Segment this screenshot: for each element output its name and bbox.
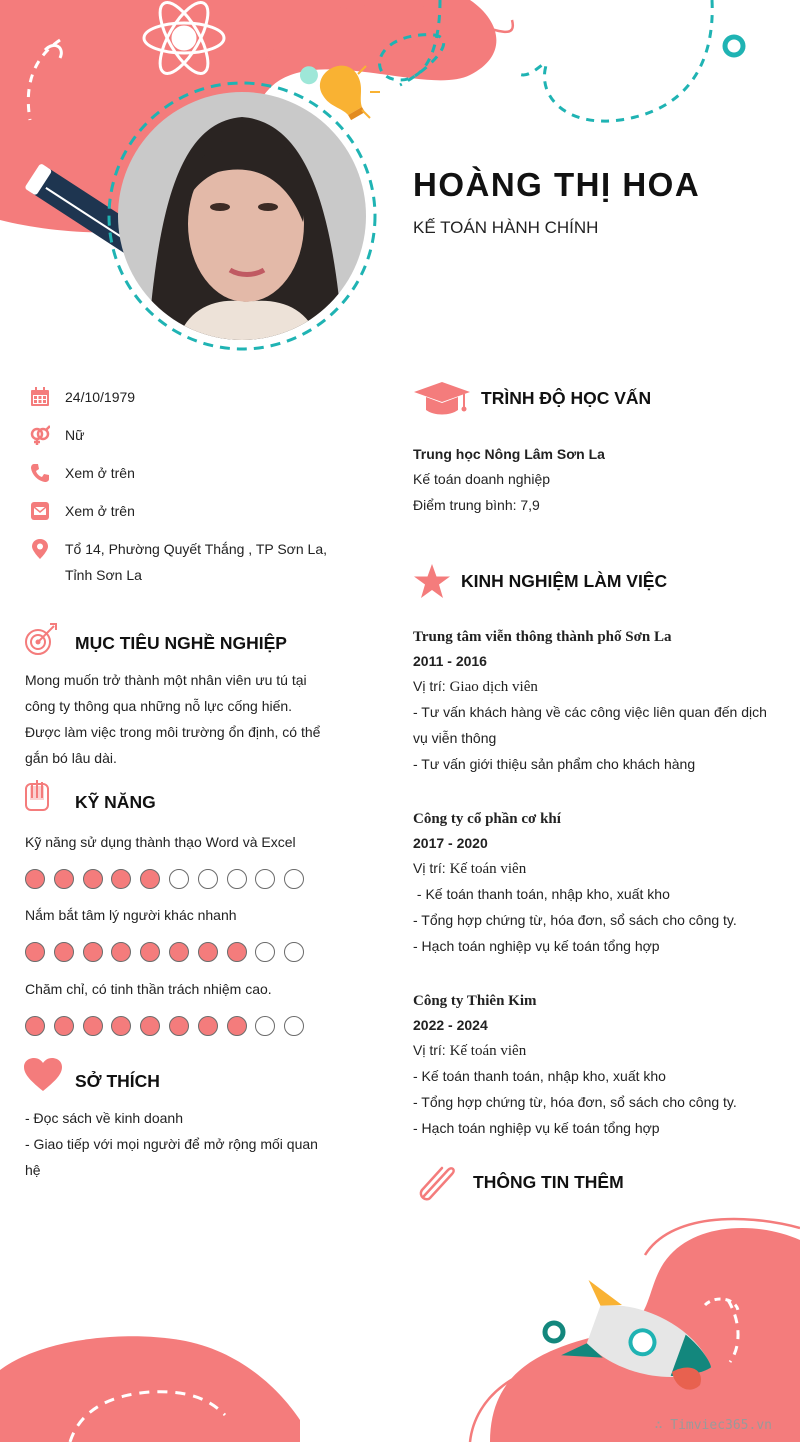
candidate-role: KẾ TOÁN HÀNH CHÍNH bbox=[413, 218, 599, 237]
hobbies-title: SỞ THÍCH bbox=[75, 1071, 160, 1091]
rating-dot-filled bbox=[227, 942, 247, 962]
rating-dot-empty bbox=[255, 1016, 275, 1036]
job-duty: - Tư vấn khách hàng về các công việc liên quan đến dịch bbox=[413, 704, 767, 720]
extra-info-title: THÔNG TIN THÊM bbox=[473, 1172, 624, 1192]
contact-birthday bbox=[30, 384, 350, 410]
skills-title: KỸ NĂNG bbox=[75, 792, 156, 812]
rating-dot-filled bbox=[140, 1016, 160, 1036]
job-company: Công ty Thiên Kim bbox=[413, 993, 537, 1009]
skill-label: Kỹ năng sử dụng thành thạo Word và Excel bbox=[25, 834, 296, 850]
job-position-row bbox=[413, 855, 526, 882]
gender-text: Nữ bbox=[65, 427, 85, 443]
job-company: Công ty cổ phần cơ khí bbox=[413, 811, 561, 827]
contact-phone bbox=[30, 460, 350, 486]
rating-dot-filled bbox=[169, 1016, 189, 1036]
hobby-line: hệ bbox=[25, 1162, 41, 1178]
teal-ring bbox=[725, 37, 743, 55]
location-pin-icon bbox=[30, 539, 50, 559]
rating-dot-filled bbox=[227, 1016, 247, 1036]
job-position: Giao dịch viên bbox=[449, 679, 538, 695]
contact-gender bbox=[30, 422, 350, 448]
skill-rating-1 bbox=[25, 942, 304, 962]
rating-dot-filled bbox=[111, 942, 131, 962]
watermark: ∴ Timviec365.vn bbox=[654, 1418, 772, 1433]
contact-address bbox=[30, 536, 330, 588]
profile-photo bbox=[118, 92, 366, 340]
email-icon bbox=[30, 501, 50, 521]
skill-rating-2 bbox=[25, 1016, 304, 1036]
target-icon bbox=[24, 622, 60, 658]
rating-dot-empty bbox=[255, 869, 275, 889]
education-major: Kế toán doanh nghiệp bbox=[413, 471, 551, 487]
rating-dot-empty bbox=[284, 1016, 304, 1036]
job-duty: - Tổng hợp chứng từ, hóa đơn, sổ sách cho công ty. bbox=[413, 1094, 737, 1110]
job-duty: - Kế toán thanh toán, nhập kho, xuất kho bbox=[413, 886, 670, 902]
raised-fist-icon bbox=[24, 778, 50, 812]
contact-email bbox=[30, 498, 350, 524]
rating-dot-filled bbox=[25, 1016, 45, 1036]
gender-icon bbox=[30, 425, 50, 445]
skill-rating-0 bbox=[25, 869, 304, 889]
rating-dot-filled bbox=[54, 942, 74, 962]
rating-dot-empty bbox=[284, 942, 304, 962]
job-position: Kế toán viên bbox=[449, 861, 527, 877]
objective-title: MỤC TIÊU NGHỀ NGHIỆP bbox=[75, 633, 287, 653]
rating-dot-filled bbox=[169, 942, 189, 962]
rating-dot-filled bbox=[25, 942, 45, 962]
education-title: TRÌNH ĐỘ HỌC VẤN bbox=[481, 388, 652, 408]
job-position-label: Vị trí: bbox=[413, 678, 450, 694]
email-text: Xem ở trên bbox=[65, 503, 135, 519]
job-duty: vụ viễn thông bbox=[413, 730, 497, 746]
rating-dot-empty bbox=[198, 869, 218, 889]
skill-label: Chăm chỉ, có tinh thần trách nhiệm cao. bbox=[25, 981, 272, 997]
education-gpa: Điểm trung bình: 7,9 bbox=[413, 497, 540, 513]
job-duty: - Kế toán thanh toán, nhập kho, xuất kho bbox=[413, 1068, 666, 1084]
rating-dot-empty bbox=[284, 869, 304, 889]
job-period: 2011 - 2016 bbox=[413, 653, 487, 669]
job-position: Kế toán viên bbox=[449, 1043, 527, 1059]
rating-dot-filled bbox=[198, 1016, 218, 1036]
education-school: Trung học Nông Lâm Sơn La bbox=[413, 446, 605, 462]
rating-dot-filled bbox=[83, 942, 103, 962]
job-duty: - Hạch toán nghiệp vụ kế toán tổng hợp bbox=[413, 938, 660, 954]
phone-icon bbox=[30, 463, 50, 483]
job-company: Trung tâm viễn thông thành phố Sơn La bbox=[413, 629, 672, 645]
rating-dot-filled bbox=[83, 1016, 103, 1036]
rating-dot-empty bbox=[255, 942, 275, 962]
job-position-row bbox=[413, 1037, 526, 1064]
hobby-line: - Giao tiếp với mọi người để mở rộng mối quan bbox=[25, 1136, 318, 1152]
hobby-line: - Đọc sách về kinh doanh bbox=[25, 1110, 183, 1126]
rating-dot-filled bbox=[198, 942, 218, 962]
rating-dot-filled bbox=[140, 869, 160, 889]
rating-dot-filled bbox=[54, 1016, 74, 1036]
candidate-name: HOÀNG THỊ HOA bbox=[413, 166, 701, 203]
job-duty: - Hạch toán nghiệp vụ kế toán tổng hợp bbox=[413, 1120, 660, 1136]
rating-dot-filled bbox=[83, 869, 103, 889]
job-period: 2022 - 2024 bbox=[413, 1017, 488, 1033]
calendar-icon bbox=[30, 387, 50, 407]
skill-label: Nắm bắt tâm lý người khác nhanh bbox=[25, 907, 237, 923]
graduation-cap-icon bbox=[414, 380, 470, 416]
heart-icon bbox=[24, 1058, 62, 1092]
job-position-row bbox=[413, 673, 538, 700]
rating-dot-empty bbox=[169, 869, 189, 889]
rating-dot-filled bbox=[54, 869, 74, 889]
job-duty: - Tư vấn giới thiệu sản phẩm cho khách hàng bbox=[413, 756, 696, 772]
experience-title: KINH NGHIỆM LÀM VIỆC bbox=[461, 571, 668, 591]
objective-text: Mong muốn trở thành một nhân viên ưu tú tại công ty thông qua những nỗ lực cống hiến. Được làm việc trong môi trường ổn định, có thể gắn bó lâu dài. bbox=[25, 672, 321, 766]
bottom-left-blob bbox=[0, 1336, 300, 1442]
birthday-text: 24/10/1979 bbox=[65, 389, 136, 405]
rating-dot-filled bbox=[111, 1016, 131, 1036]
rating-dot-filled bbox=[140, 942, 160, 962]
address-text: Tổ 14, Phường Quyết Thắng , TP Sơn La, Tỉnh Sơn La bbox=[65, 541, 328, 583]
rating-dot-empty bbox=[227, 869, 247, 889]
paperclip-icon bbox=[416, 1160, 458, 1202]
job-duty: - Tổng hợp chứng từ, hóa đơn, sổ sách cho công ty. bbox=[413, 912, 737, 928]
phone-text: Xem ở trên bbox=[65, 465, 135, 481]
job-position-label: Vị trí: bbox=[413, 860, 450, 876]
rating-dot-filled bbox=[111, 869, 131, 889]
rating-dot-filled bbox=[25, 869, 45, 889]
job-position-label: Vị trí: bbox=[413, 1042, 450, 1058]
star-icon bbox=[414, 564, 450, 598]
job-period: 2017 - 2020 bbox=[413, 835, 488, 851]
